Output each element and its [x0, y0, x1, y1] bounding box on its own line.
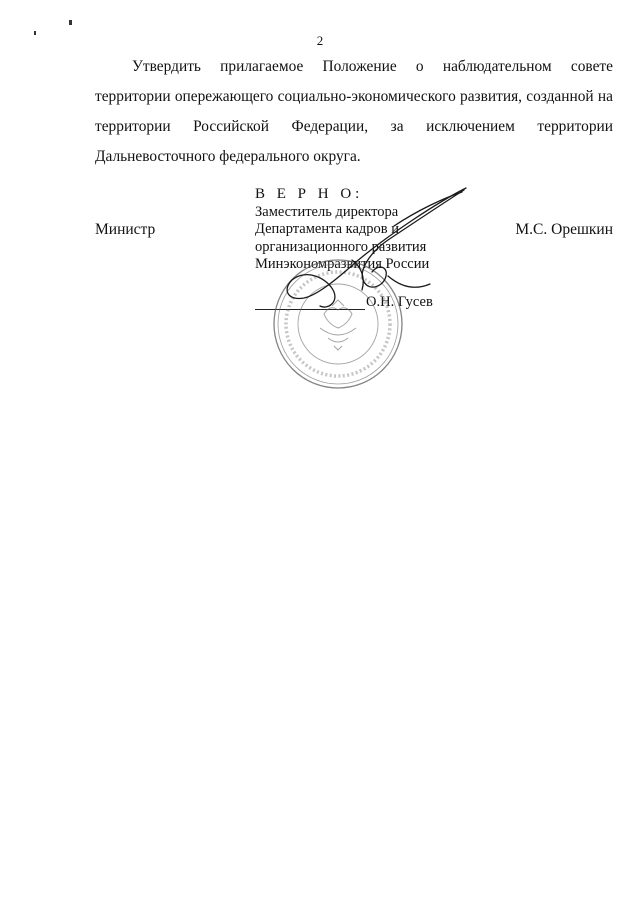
- certifier-position-line: Минэкономразвития России: [255, 256, 430, 272]
- page-number: 2: [316, 33, 324, 48]
- certifier-position-line: Заместитель директора: [255, 203, 399, 220]
- certifier-position-line: организационного развития: [255, 238, 427, 255]
- handwritten-signature: [268, 180, 478, 315]
- minister-name: М.С. Орешкин: [515, 221, 613, 238]
- minister-title: Министр: [95, 221, 156, 238]
- body-paragraph: Утвердить прилагаемое Положение о наблюдательном совете территории опережающего социально-экономического развития, созданной на территории Российской Федерации, за исключением территории Дальневосточного федерального округа.: [95, 58, 613, 165]
- certification-heading: В Е Р Н О:: [255, 186, 364, 202]
- certifier-position-line: Департамента кадров и: [255, 221, 400, 237]
- certifier-name: О.Н. Гусев: [366, 294, 433, 310]
